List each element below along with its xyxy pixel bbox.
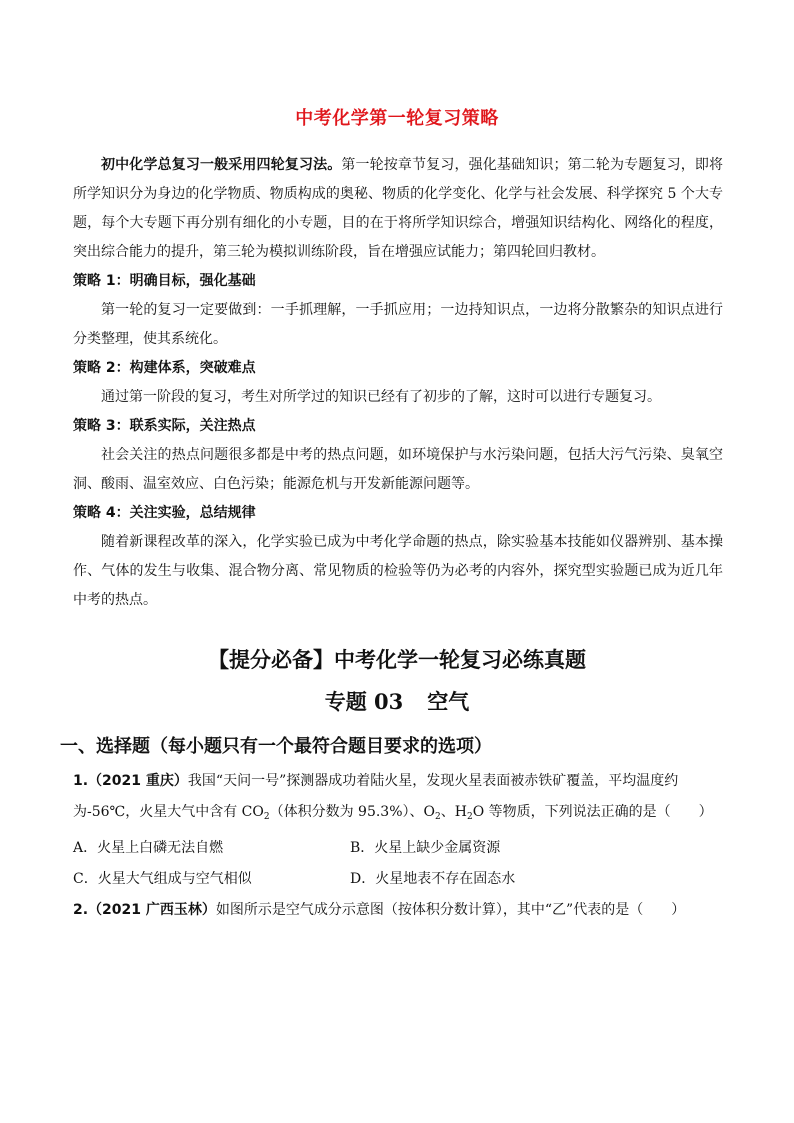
strategy-3-heading: 策略 3：联系实际，关注热点 [73,418,256,434]
question-1 [73,766,723,833]
topic-label: 专题 03 [324,689,404,714]
intro-paragraph [73,151,723,267]
question-1-sub-1: 2 [263,812,270,822]
question-2 [73,895,723,926]
strategy-4-heading: 策略 4：关注实验，总结规律 [73,505,256,521]
document-title: 中考化学第一轮复习策略 [295,108,499,129]
strategy-2-heading: 策略 2：构建体系，突破难点 [73,360,256,376]
option-a: A．火星上白磷无法自燃 [73,840,224,856]
banner-title: 【提分必备】中考化学一轮复习必练真题 [208,647,586,672]
intro-section [73,151,723,615]
question-1-text-a: 我国“天问一号”探测器成功着陆火星，发现火星表面被赤铁矿覆盖，平均温度约为-56℃，火星大气中含有 CO [73,773,679,820]
option-d: D．火星地表不存在固态水 [350,871,516,887]
question-1-text-d: O 等物质，下列说法正确的是（ ） [472,804,713,820]
strategy-2-body: 通过第一阶段的复习，考生对所学过的知识已经有了初步的了解，这时可以进行专题复习。 [101,389,661,405]
question-2-text: 如图所示是空气成分示意图（按体积分数计算），其中“乙”代表的是（ ） [215,902,686,918]
question-1-number: 1.（2021 重庆） [73,773,188,789]
strategy-1-heading: 策略 1：明确目标，强化基础 [73,273,256,289]
question-1-options-row-2 [73,864,723,895]
questions-list [73,766,723,926]
strategy-1-body: 第一轮的复习一定要做到：一手抓理解，一手抓应用；一边持知识点，一边将分散繁杂的知识点进行分类整理，使其系统化。 [73,302,723,347]
question-1-text-c: 、H [440,804,467,820]
question-1-sub-2: 2 [435,812,441,822]
topic-title [0,686,794,716]
question-section-heading: 一、选择题（每小题只有一个最符合题目要求的选项） [60,736,492,757]
strategy-3-body: 社会关注的热点问题很多都是中考的热点问题，如环境保护与水污染问题，包括大污气污染、臭氧空洞、酸雨、温室效应、白色污染；能源危机与开发新能源问题等。 [73,447,723,492]
option-b: B．火星上缺少金属资源 [350,840,501,856]
question-1-text-b: （体积分数为 95.3%）、O [269,804,435,820]
question-1-options-row-1 [73,833,723,864]
question-2-number: 2.（2021 广西玉林） [73,902,216,918]
intro-text: 第一轮按章节复习，强化基础知识；第二轮为专题复习，即将所学知识分为身边的化学物质、物质构成的奥秘、物质的化学变化、化学与社会发展、科学探究 5 个大专题，每个大专题下再分别有细化的小专题，目的在于将所学知识综合，增强知识结构化、网络化的程度，突出综合能力的提升，第三轮为模拟训练阶段，旨在增强应试能力；第四轮回归教材。 [73,157,724,260]
strategy-4-body: 随着新课程改革的深入，化学实验已成为中考化学命题的热点，除实验基本技能如仪器辨别、基本操作、气体的发生与收集、混合物分离、常见物质的检验等仍为必考的内容外，探究型实验题已成为近几年中考的热点。 [73,534,723,608]
question-1-sub-3: 2 [466,812,473,822]
topic-name: 空气 [427,689,470,714]
intro-lead: 初中化学总复习一般采用四轮复习法。 [101,157,342,173]
option-c: C．火星大气组成与空气相似 [73,871,252,887]
